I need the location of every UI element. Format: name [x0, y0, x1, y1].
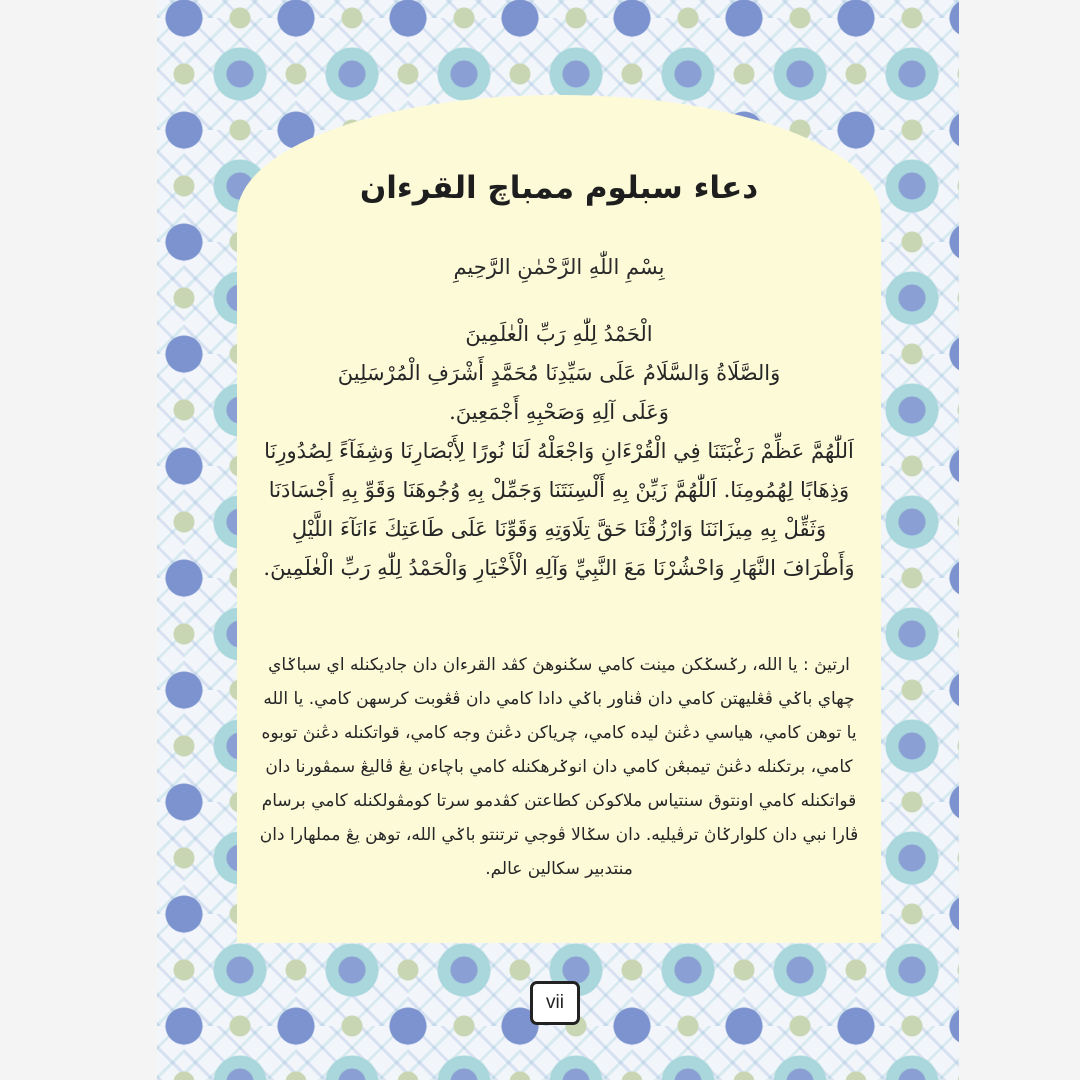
translation-line: يا توهن كامي، هياسي دڠنڽ ليده كامي، چرياكن دڠنڽ وجه كامي، قواتكنله دڠنڽ توبوه [261, 723, 857, 743]
dua-line: الْحَمْدُ لِلّٰهِ رَبِّ الْعٰلَمِينَ [465, 322, 653, 346]
translation-text [255, 648, 863, 886]
dua-text [255, 315, 863, 588]
translation-line: ڤارا نبي دان كلوارݢاڽ ترڤيليه. دان سݢالا ڤوجي ترتنتو باݢي الله، توهن يڠ مملهارا دان [259, 825, 859, 845]
dua-line: وَأَطْرَافَ النَّهَارِ وَاحْشُرْنَا مَعَ النَّبِيِّ وَآلِهِ الْأَخْيَارِ وَالْحَمْدُ لِلّٰهِ رَبِّ الْعٰلَمِينَ. [263, 556, 855, 580]
translation-line: كامي، برتكنله دڠنڽ تيمبڠن كامي دان انوݢرهكنله كامي باچاءن يڠ ڤاليڠ سمڤورنا دان [265, 757, 853, 777]
dua-line: اَللّٰهُمَّ عَظِّمْ رَغْبَتَنَا فِي الْقُرْءَانِ وَاجْعَلْهُ لَنَا نُورًا لِأَبْصَارِنَا وَشِفَآءً لِصُدُورِنَا [264, 439, 854, 463]
dua-line: وَذِهَابًا لِهُمُومِنَا. اَللّٰهُمَّ زَيِّنْ بِهِ أَلْسِنَتَنَا وَجَمِّلْ بِهِ وُجُوهَنَا وَقَوِّ بِهِ أَجْسَادَنَا [268, 478, 850, 502]
basmala: بِسْمِ اللّٰهِ الرَّحْمٰنِ الرَّحِيمِ [453, 255, 665, 279]
dua-line: وَعَلَى آلِهِ وَصَحْبِهِ أَجْمَعِينَ. [449, 400, 669, 424]
translation-line: منتدبير سكالين عالم. [485, 859, 633, 879]
page-title: دعاء سبلوم ممباچ القرءان [359, 170, 759, 206]
dua-line: وَالصَّلَاةُ وَالسَّلَامُ عَلَى سَيِّدِنَا مُحَمَّدٍ أَشْرَفِ الْمُرْسَلِينَ [337, 361, 781, 385]
dua-line: وَثَقِّلْ بِهِ مِيزَانَنَا وَارْزُقْنَا حَقَّ تِلَاوَتِهِ وَقَوِّنَا عَلَى طَاعَتِكَ ءَانَآءَ اللَّيْلِ [291, 517, 827, 541]
translation-line: ارتيڽ : يا الله، رݢسݢكن مينت كامي سݢنوهڽ كڤد القرءان دان جاديكنله اي سباݢاي [268, 655, 850, 675]
translation-line: قواتكنله كامي اونتوق سنتياس ملاكوكن كطاعتن كڤدمو سرتا كومڤولكنله كامي برسام [261, 791, 857, 811]
page-number: vii [530, 981, 580, 1025]
translation-line: چهاي باݢي ڤڠليهتن كامي دان ڤناور باݢي دادا كامي دان ڤڠوبت كرسهن كامي. يا الله [263, 689, 855, 709]
